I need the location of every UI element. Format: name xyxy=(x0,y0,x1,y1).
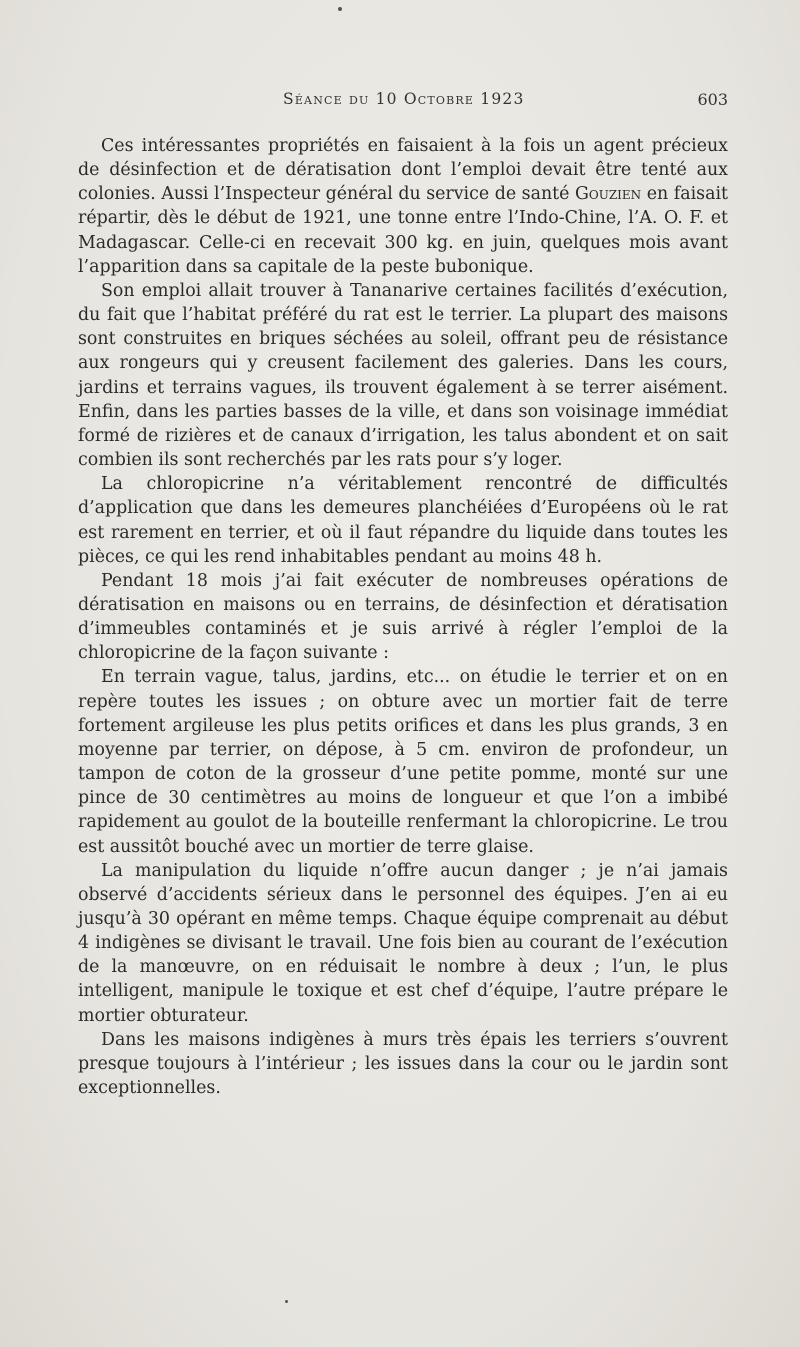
author-name: Gouzien xyxy=(575,184,642,205)
paragraph-1-text-b: en faisait répartir, dès le début de 1921, une tonne entre l’Indo-Chine, l’A. O. F. et Madagascar. Celle-ci en recevait 300 kg. en juin, quelques mois avant l’apparition dans sa capitale de la peste bubonique. xyxy=(78,184,728,277)
paragraph-1 xyxy=(78,134,728,279)
printer-mark-bottom xyxy=(285,1300,288,1303)
paragraph-1-text-a: Ces intéressantes propriétés en faisaient à la fois un agent précieux de désinfection et de dératisation dont l’emploi devait être tenté aux colonies. Aussi l’Inspecteur général du service de santé xyxy=(78,136,728,205)
paragraph-4: Pendant 18 mois j’ai fait exécuter de nombreuses opérations de dératisation en maisons ou en terrains, de désinfection et dératisation d’immeubles contaminés et je suis arrivé à régler l’emploi de la chloropicrine de la façon suivante : xyxy=(78,570,728,664)
page-number: 603 xyxy=(697,90,728,109)
paragraph-7: Dans les maisons indigènes à murs très épais les terriers s’ouvrent presque toujours à l’intérieur ; les issues dans la cour ou le jardin sont exceptionnelles. xyxy=(78,1029,728,1099)
printer-mark-top xyxy=(338,7,342,11)
paragraph-5: En terrain vague, talus, jardins, etc... on étudie le terrier et on en repère toutes les issues ; on obture avec un mortier fait de terre fortement argileuse les plus petits orifices et dans les plus grands, 3 en moyenne par terrier, on dépose, à 5 cm. environ de profondeur, un tampon de coton de la grosseur d’une petite pomme, monté sur une pince de 30 centimètres au moins de longueur et que l’on a imbibé rapidement au goulot de la bouteille renfermant la chloropicrine. Le trou est aussitôt bouché avec un mortier de terre glaise. xyxy=(78,667,728,857)
running-head: Séance du 10 Octobre 1923 xyxy=(283,90,525,108)
paragraph-6: La manipulation du liquide n’offre aucun danger ; je n’ai jamais observé d’accidents sérieux dans le personnel des équipes. J’en ai eu jusqu’à 30 opérant en même temps. Chaque équipe comprenait au début 4 indigènes se divisant le travail. Une fois bien au courant de l’exécution de la manœuvre, on en réduisait le nombre à deux ; l’un, le plus intelligent, manipule le toxique et est chef d’équipe, l’autre prépare le mortier obturateur. xyxy=(78,860,728,1026)
paragraph-2: Son emploi allait trouver à Tananarive certaines facilités d’exécution, du fait que l’habitat préféré du rat est le terrier. La plupart des maisons sont construites en briques séchées au soleil, offrant peu de résistance aux rongeurs qui y creusent facilement des galeries. Dans les cours, jardins et terrains vagues, ils trouvent également à se terrer aisément. Enfin, dans les parties basses de la ville, et dans son voisinage immédiat formé de rizières et de canaux d’irrigation, les talus abondent et on sait combien ils sont recherchés par les rats pour s’y loger. xyxy=(78,280,728,471)
page-header xyxy=(78,90,728,114)
paragraph-3: La chloropicrine n’a véritablement rencontré de difficultés d’application que dans les demeures planchéiées d’Européens où le rat est rarement en terrier, et où il faut répandre du liquide dans toutes les pièces, ce qui les rend inhabitables pendant au moins 48 h. xyxy=(78,474,728,567)
body-text xyxy=(78,134,728,1100)
